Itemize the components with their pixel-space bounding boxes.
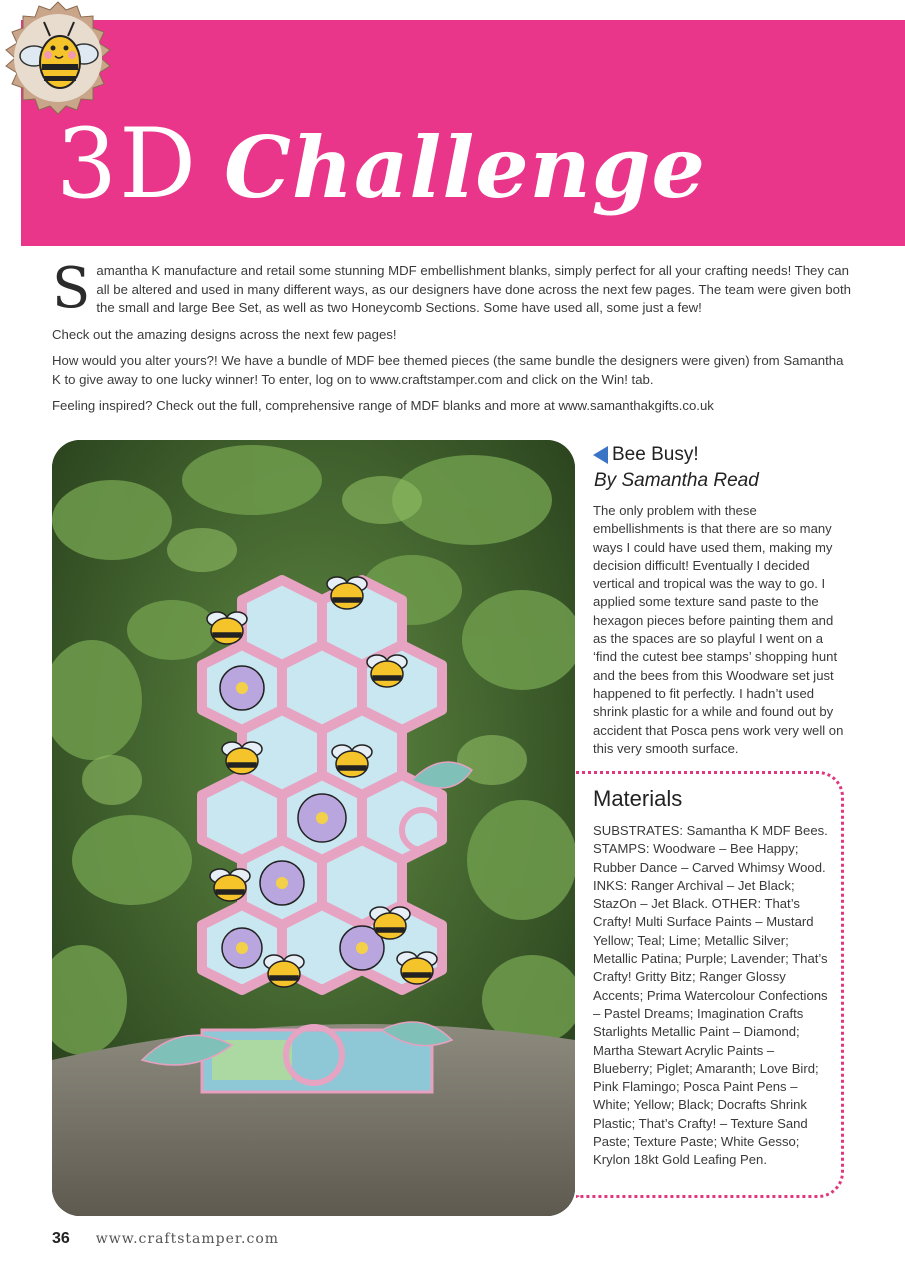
materials-panel [593,786,833,1170]
project-sidebar [593,444,851,758]
materials-list: SUBSTRATES: Samantha K MDF Bees. STAMPS: Woodware – Bee Happy; Rubber Dance – Carved Whimsy Wood. INKS: Ranger Archival – Jet Black; StazOn – Jet Black. OTHER: That’s Crafty! Multi Surface Paints – Mustard Yellow; Teal; Lime; Metallic Silver; Metallic Patina; Purple; Lavender; That’s Crafty! Gritty Bitz; Ranger Glossy Accents; Prima Watercolour Confections – Pastel Dreams; Imagination Crafts Starlights Metallic Paint – Diamond; Martha Stewart Acrylic Paints – Blueberry; Piglet; Amaranth; Love Bird; Pink Flamingo; Posca Paint Pens – White; Yellow; Black; Docrafts Shrink Plastic; That’s Crafty! – Texture Sand Paste; Texture Paste; White Gesso; Krylon 18kt Gold Leafing Pen. [593,823,828,1168]
intro-paragraph-2: Check out the amazing designs across the next few pages! [52,326,397,342]
title-part-1: 3D [56,108,199,220]
bee-badge-icon [0,0,116,116]
intro-paragraph-1-text: amantha K manufacture and retail some stunning MDF embellishment blanks, simply perfect for all your crafting needs! They can all be altered and used in many different ways, as our designers have done across the next few pages. The team were given both the small and large Bee Set, as well as two Honeycomb Sections. Some have used all, some just a few! [96,263,851,315]
dropcap: S [52,256,91,321]
materials-heading: Materials [593,786,683,811]
project-title: Bee Busy! [612,444,699,465]
project-photo [52,440,575,1216]
intro-text [52,256,852,424]
project-heading [593,444,851,466]
title-part-2: Challenge [224,118,706,217]
intro-paragraph-4: Feeling inspired? Check out the full, comprehensive range of MDF blanks and more at www.samanthakgifts.co.uk [52,398,714,413]
project-author: By Samantha Read [594,470,759,491]
page-title [56,108,706,220]
intro-paragraph-3: How would you alter yours?! We have a bundle of MDF bee themed pieces (the same bundle the designers were given) from Samantha K to give away to one lucky winner! To enter, log on to www.craftstamper.com and click on the Win! tab. [52,353,844,387]
footer-website: www.craftstamper.com [95,1231,280,1247]
intro-paragraph-1 [52,256,852,321]
project-description: The only problem with these embellishments is that there are so many ways I could have used them, making my decision difficult! Eventually I decided vertical and tropical was the way to go. I applied some texture sand paste to the hexagon pieces before painting them and as the spaces are so playful I went on a ‘find the cutest bee stamps’ shopping hunt and the bees from this Woodware set just happened to fit perfectly. I hadn’t used shrink plastic for a while and found out by accident that Posca pens work very well on this very smooth surface. [593,503,844,756]
page-footer [52,1230,279,1248]
page-number: 36 [52,1230,70,1247]
triangle-pointer-icon [593,446,608,464]
